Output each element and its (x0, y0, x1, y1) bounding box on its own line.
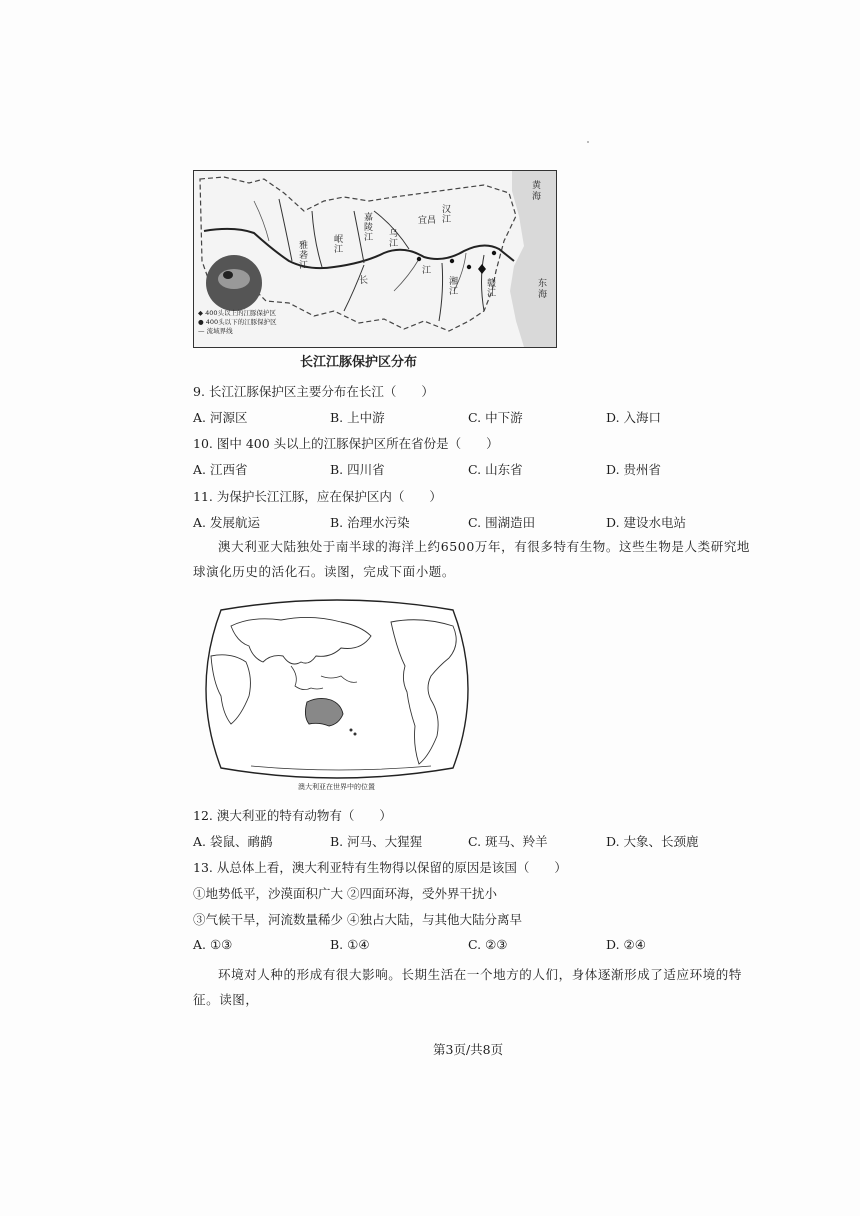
label-jialing: 嘉 陵 江 (364, 213, 374, 243)
label-yichang: 宜昌 (418, 216, 437, 226)
option-10a: A. 江西省 (193, 462, 248, 477)
map-legend (198, 309, 277, 336)
option-9d: D. 入海口 (606, 410, 662, 425)
option-10d: D. 贵州省 (606, 462, 662, 477)
world-map (191, 596, 483, 782)
label-yalong: 雅 砻 江 (299, 241, 309, 271)
label-min: 岷 江 (334, 235, 344, 255)
scan-speck (587, 141, 589, 143)
option-12d: D. 大象、长颈鹿 (606, 834, 699, 849)
option-11d: D. 建设水电站 (606, 515, 687, 530)
legend-item: — 流域界线 (198, 327, 233, 335)
legend-item: ● 400头以下的江豚保护区 (198, 318, 277, 326)
label-xiang: 湘 江 (449, 277, 459, 297)
question-9: 9. 长江江豚保护区主要分布在长江（ ） (193, 384, 434, 399)
option-9b: B. 上中游 (330, 410, 385, 425)
statement-line-1: ①地势低平，沙漠面积广大 ②四面环海，受外界干扰小 (193, 886, 497, 901)
option-11a: A. 发展航运 (193, 515, 260, 530)
option-9a: A. 河源区 (193, 410, 248, 425)
option-12c: C. 斑马、羚羊 (468, 834, 548, 849)
option-10c: C. 山东省 (468, 462, 523, 477)
question-10: 10. 图中 400 头以上的江豚保护区所在省份是（ ） (193, 436, 499, 451)
label-wu: 乌 江 (389, 229, 399, 249)
question-11: 11. 为保护长江江豚，应在保护区内（ ） (193, 489, 442, 504)
yangtze-map (193, 170, 557, 348)
map2-caption: 澳大利亚在世界中的位置 (298, 783, 375, 791)
label-huanghai: 黄 海 (532, 181, 542, 202)
option-13a: A. ①③ (193, 937, 233, 952)
label-jiang: 江 (422, 266, 432, 276)
option-12a: A. 袋鼠、鸸鹋 (193, 834, 273, 849)
passage-australia: 澳大利亚大陆独处于南半球的海洋上约6500万年，有很多特有生物。这些生物是人类研究地球演化历史的活化石。读图，完成下面小题。 (193, 539, 751, 579)
option-9c: C. 中下游 (468, 410, 523, 425)
option-10b: B. 四川省 (330, 462, 385, 477)
label-donghai: 东 海 (538, 279, 548, 300)
option-11c: C. 围湖造田 (468, 515, 536, 530)
option-13c: C. ②③ (468, 937, 508, 952)
passage-race: 环境对人种的形成有很大影响。长期生活在一个地方的人们，身体逐渐形成了适应环境的特征。读图， (193, 967, 743, 1007)
legend-item: ◆ 400头以上的江豚保护区 (198, 309, 276, 317)
option-11b: B. 治理水污染 (330, 515, 410, 530)
option-13d: D. ②④ (606, 937, 646, 952)
page-number: 第3页/共8页 (433, 1042, 504, 1057)
question-13: 13. 从总体上看，澳大利亚特有生物得以保留的原因是该国（ ） (193, 860, 567, 875)
option-12b: B. 河马、大猩猩 (330, 834, 423, 849)
question-12: 12. 澳大利亚的特有动物有（ ） (193, 808, 392, 823)
label-gan: 赣 江 (487, 279, 497, 299)
statement-line-2: ③气候干旱，河流数量稀少 ④独占大陆，与其他大陆分离早 (193, 912, 522, 927)
option-13b: B. ①④ (330, 937, 370, 952)
label-chang: 长 (359, 276, 369, 286)
map1-caption: 长江江豚保护区分布 (300, 355, 418, 370)
label-han: 汉 江 (442, 205, 452, 225)
